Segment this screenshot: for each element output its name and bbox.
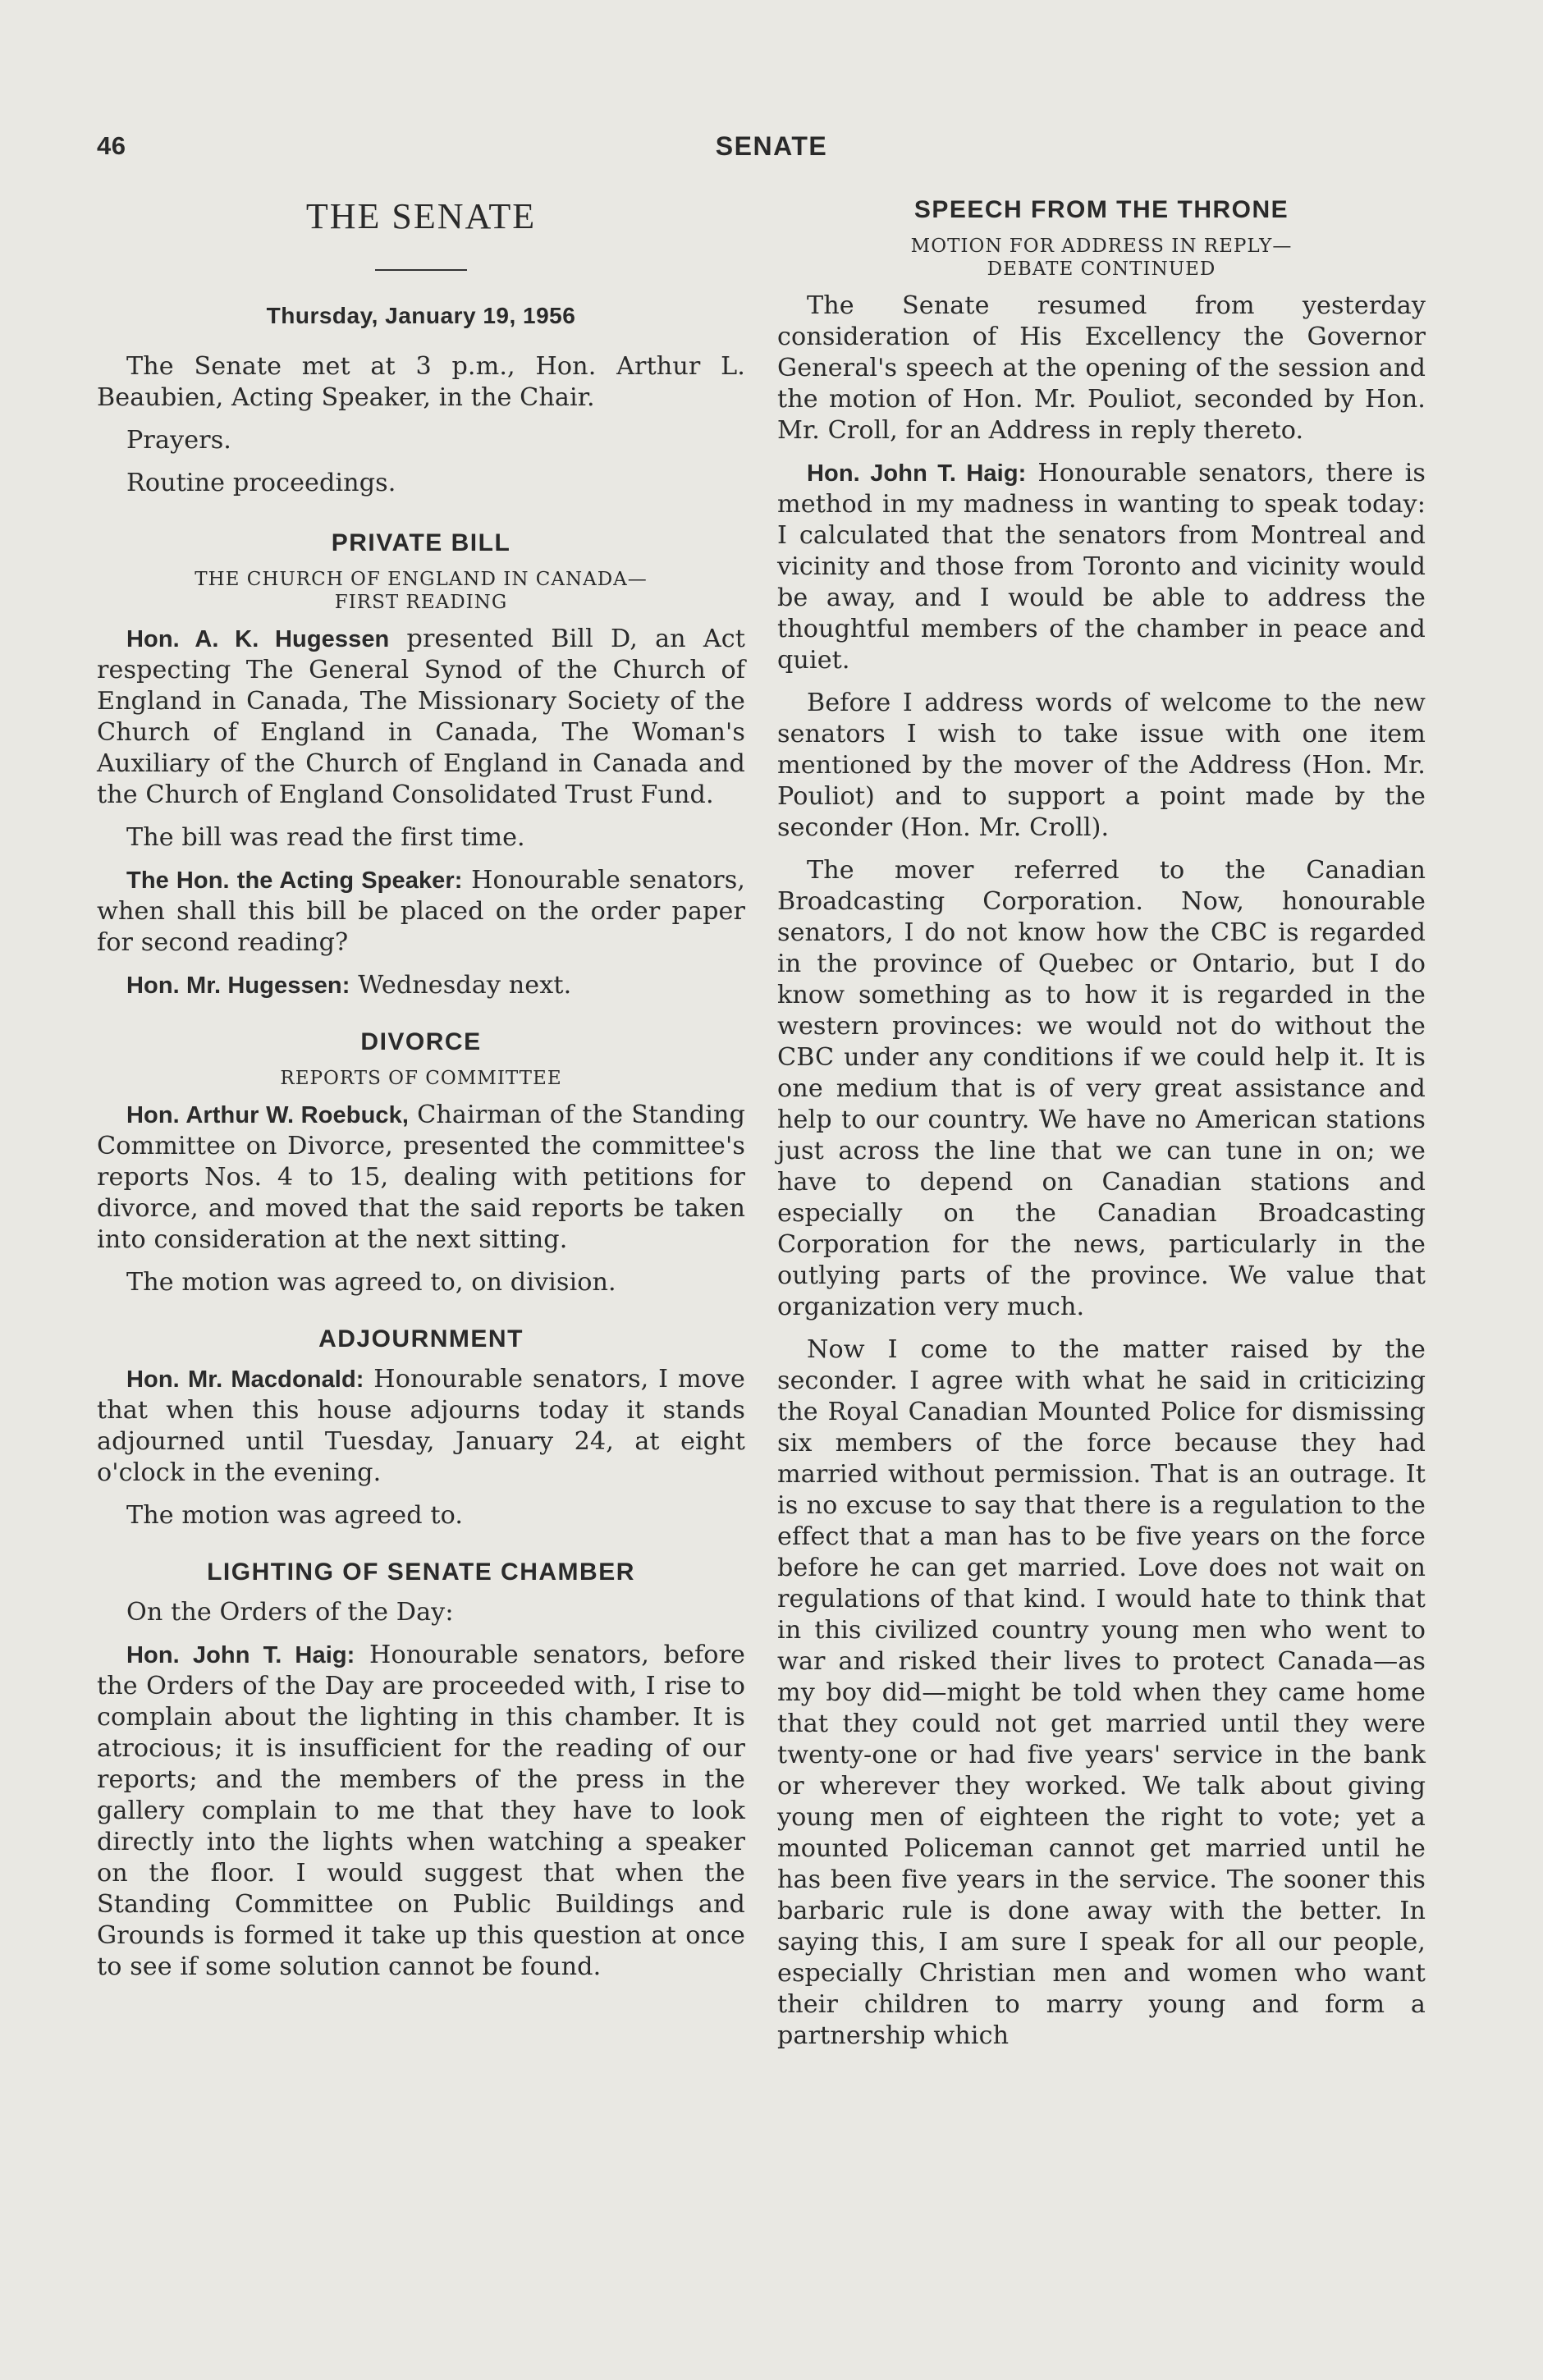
speaker-name: Hon. John T. Haig: — [807, 460, 1027, 487]
title-rule — [375, 269, 467, 271]
orders-paragraph: On the Orders of the Day: — [126, 1598, 454, 1627]
haig-lighting-paragraph — [97, 1640, 745, 1983]
first-reading-paragraph: The bill was read the first time. — [126, 823, 525, 852]
private-bill-subheading-line-1: THE CHURCH OF ENGLAND IN CANADA— — [195, 569, 648, 590]
throne-speech-heading: SPEECH FROM THE THRONE — [913, 196, 1289, 223]
acting-speaker-paragraph — [97, 865, 745, 959]
agreed-paragraph: The motion was agreed to. — [126, 1501, 464, 1530]
hugessen-reply-paragraph — [97, 970, 745, 1001]
paragraph-text: Honourable senators, I move that when this house adjourns today it stands adjourned until Tuesday, January 24, at eight o'clock in the evening. — [97, 1365, 745, 1487]
private-bill-heading: PRIVATE BILL — [331, 529, 511, 556]
speaker-name: Hon. Mr. Macdonald: — [126, 1366, 364, 1393]
roebuck-paragraph — [97, 1100, 745, 1256]
paragraph-text: Wednesday next. — [350, 971, 572, 1000]
divorce-subheading: REPORTS OF COMMITTEE — [280, 1068, 562, 1089]
resumed-paragraph: The Senate resumed from yesterday consideration of His Excellency the Governor General's speech at the opening of the session and the motion of Hon. Mr. Pouliot, seconded by Hon. Mr. Croll, for an Address in reply thereto. — [777, 291, 1426, 445]
throne-speech-subheading — [777, 235, 1426, 281]
throne-speech-subheading-line-1: MOTION FOR ADDRESS IN REPLY— — [910, 236, 1293, 257]
cbc-paragraph: The mover referred to the Canadian Broadcasting Corporation. Now, honourable senators, I do not know how the CBC is regarded in the province of Quebec or Ontario, but I do know something as to how it is regarded in the western provinces: we would not do without the CBC under any conditions if we could help it. It is one medium that is of very great assistance and help to our country. We have no American stations just across the line that we can tune in on; we have to depend on Canadian stations and especially on the Canadian Broadcasting Corporation for the news, particularly in the outlying parts of the province. We value that organization very much. — [777, 856, 1426, 1321]
right-column — [777, 194, 1426, 2063]
throne-speech-subheading-line-2: DEBATE CONTINUED — [987, 259, 1216, 280]
speaker-name: Hon. John T. Haig: — [126, 1642, 355, 1668]
paragraph-text: Honourable senators, when shall this bill be placed on the order paper for second reading? — [97, 866, 745, 957]
paragraph-text: Honourable senators, before the Orders of the Day are proceeded with, I rise to complain about the lighting in this chamber. It is atrocious; it is insufficient for the reading of our reports; and the members of the press in the gallery complain to me that they have to look directly into the lights when watching a speaker on the floor. I would suggest that when the Standing Committee on Public Buildings and Grounds is formed it take up this question at once to see if some solution cannot be found. — [97, 1641, 746, 1981]
private-bill-subheading-line-2: FIRST READING — [334, 592, 508, 613]
division-paragraph: The motion was agreed to, on division. — [126, 1268, 616, 1297]
opening-paragraph: The Senate met at 3 p.m., Hon. Arthur L. Beaubien, Acting Speaker, in the Chair. — [97, 352, 745, 412]
senate-title: THE SENATE — [305, 196, 537, 236]
page-number: 46 — [97, 131, 126, 160]
welcome-paragraph: Before I address words of welcome to the new senators I wish to take issue with one item mentioned by the mover of the Address (Hon. Mr. Pouliot) and to support a point made by the seconder (Hon. Mr. Croll). — [777, 689, 1426, 842]
speaker-name: Hon. Mr. Hugessen: — [126, 973, 350, 999]
paragraph-text: Honourable senators, there is method in my madness in wanting to speak today: I calculated that the senators from Montreal and vicinity and those from Toronto and vicinity would be away, and I would be able to address the thoughtful members of the chamber in peace and quiet. — [777, 459, 1426, 675]
rcmp-paragraph: Now I come to the matter raised by the seconder. I agree with what he said in criticizing the Royal Canadian Mounted Police for dismissing six members of the force because they had married without permission. That is an outrage. It is no excuse to say that there is a regulation to the effect that a man has to be five years on the force before he can get married. Love does not wait on regulations of that kind. I would hate to think that in this civilized country young men who went to war and risked their lives to protect Canada—as my boy did—might be told when they came home that they could not get married until they were twenty-one or had five years' service in the bank or wherever they worked. We talk about giving young men of eighteen the right to vote; yet a mounted Policeman cannot get married until he has been five years in the service. The sooner this barbaric rule is done away with the better. In saying this, I am sure I speak for all our people, especially Christian men and women who want their children to marry young and form a partnership which — [777, 1335, 1426, 2050]
speaker-name: Hon. A. K. Hugessen — [126, 626, 390, 652]
running-head: SENATE — [715, 131, 828, 161]
lighting-heading: LIGHTING OF SENATE CHAMBER — [207, 1558, 635, 1586]
sitting-date: Thursday, January 19, 1956 — [266, 303, 576, 328]
private-bill-subheading — [97, 568, 745, 614]
prayers-paragraph: Prayers. — [126, 426, 231, 455]
macdonald-paragraph — [97, 1364, 745, 1489]
adjournment-heading: ADJOURNMENT — [318, 1325, 524, 1352]
routine-paragraph: Routine proceedings. — [126, 469, 396, 497]
speaker-name: Hon. Arthur W. Roebuck, — [126, 1102, 410, 1128]
paragraph-text: presented Bill D, an Act respecting The General Synod of the Church of England in Canada, The Missionary Society of the Church of England in Canada, The Woman's Auxiliary of the Church of England in Canada and the Church of England Consolidated Trust Fund. — [97, 625, 745, 809]
speaker-name: The Hon. the Acting Speaker: — [126, 867, 463, 894]
divorce-heading: DIVORCE — [360, 1028, 482, 1055]
haig-speech-paragraph — [777, 458, 1426, 676]
left-column — [97, 194, 745, 1994]
paragraph-text: Chairman of the Standing Committee on Divorce, presented the committee's reports Nos. 4 to 15, dealing with petitions for divorce, and moved that the said reports be taken into consideration at the next sitting. — [97, 1101, 746, 1254]
hugessen-bill-paragraph — [97, 624, 745, 811]
